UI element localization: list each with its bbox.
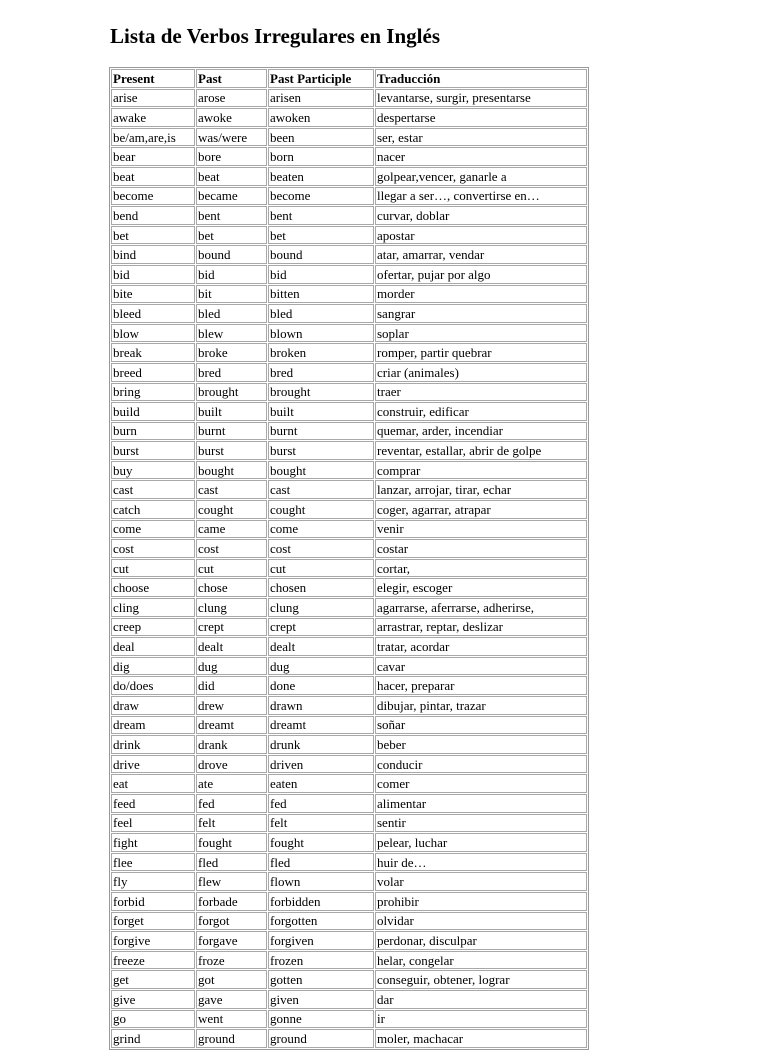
table-row bbox=[111, 755, 587, 774]
table-row bbox=[111, 735, 587, 754]
table-row bbox=[111, 167, 587, 186]
cell-traduccion: perdonar, disculpar bbox=[375, 931, 587, 950]
cell-past-participle: felt bbox=[268, 814, 374, 833]
cell-traduccion: construir, edificar bbox=[375, 402, 587, 421]
cell-past-participle: flown bbox=[268, 872, 374, 891]
cell-traduccion: golpear,vencer, ganarle a bbox=[375, 167, 587, 186]
table-row bbox=[111, 539, 587, 558]
cell-past-participle: fled bbox=[268, 853, 374, 872]
table-row bbox=[111, 598, 587, 617]
table-row bbox=[111, 716, 587, 735]
header-traduccion: Traducción bbox=[375, 69, 587, 88]
cell-traduccion: beber bbox=[375, 735, 587, 754]
cell-traduccion: cortar, bbox=[375, 559, 587, 578]
cell-past-participle: drawn bbox=[268, 696, 374, 715]
header-past: Past bbox=[196, 69, 267, 88]
cell-past: gave bbox=[196, 990, 267, 1009]
cell-traduccion: comer bbox=[375, 774, 587, 793]
cell-traduccion: venir bbox=[375, 520, 587, 539]
cell-past: bit bbox=[196, 285, 267, 304]
cell-past: drank bbox=[196, 735, 267, 754]
table-row bbox=[111, 676, 587, 695]
cell-past: forbade bbox=[196, 892, 267, 911]
cell-present: bend bbox=[111, 206, 195, 225]
cell-past: bred bbox=[196, 363, 267, 382]
cell-traduccion: prohibir bbox=[375, 892, 587, 911]
cell-traduccion: atar, amarrar, vendar bbox=[375, 245, 587, 264]
cell-past: broke bbox=[196, 343, 267, 362]
cell-present: do/does bbox=[111, 676, 195, 695]
cell-past-participle: dreamt bbox=[268, 716, 374, 735]
table-row bbox=[111, 383, 587, 402]
cell-traduccion: soplar bbox=[375, 324, 587, 343]
table-header-row bbox=[111, 69, 587, 88]
table-row bbox=[111, 285, 587, 304]
cell-traduccion: traer bbox=[375, 383, 587, 402]
cell-present: grind bbox=[111, 1029, 195, 1048]
cell-present: forgive bbox=[111, 931, 195, 950]
cell-past-participle: bled bbox=[268, 304, 374, 323]
cell-traduccion: agarrarse, aferrarse, adherirse, bbox=[375, 598, 587, 617]
cell-present: flee bbox=[111, 853, 195, 872]
cell-past: cast bbox=[196, 480, 267, 499]
cell-past: froze bbox=[196, 951, 267, 970]
cell-present: bid bbox=[111, 265, 195, 284]
header-present: Present bbox=[111, 69, 195, 88]
table-row bbox=[111, 402, 587, 421]
cell-past-participle: ground bbox=[268, 1029, 374, 1048]
table-row bbox=[111, 637, 587, 656]
cell-past-participle: fed bbox=[268, 794, 374, 813]
table-row bbox=[111, 578, 587, 597]
cell-traduccion: sangrar bbox=[375, 304, 587, 323]
cell-present: catch bbox=[111, 500, 195, 519]
cell-past-participle: forbidden bbox=[268, 892, 374, 911]
cell-present: build bbox=[111, 402, 195, 421]
cell-traduccion: morder bbox=[375, 285, 587, 304]
cell-present: feel bbox=[111, 814, 195, 833]
cell-present: cut bbox=[111, 559, 195, 578]
table-row bbox=[111, 912, 587, 931]
cell-present: feed bbox=[111, 794, 195, 813]
cell-past-participle: done bbox=[268, 676, 374, 695]
cell-past-participle: broken bbox=[268, 343, 374, 362]
cell-past-participle: fought bbox=[268, 833, 374, 852]
cell-past-participle: bound bbox=[268, 245, 374, 264]
cell-past: felt bbox=[196, 814, 267, 833]
table-row bbox=[111, 892, 587, 911]
table-row bbox=[111, 931, 587, 950]
table-row bbox=[111, 657, 587, 676]
cell-present: dig bbox=[111, 657, 195, 676]
cell-past: blew bbox=[196, 324, 267, 343]
cell-traduccion: levantarse, surgir, presentarse bbox=[375, 89, 587, 108]
cell-past-participle: bid bbox=[268, 265, 374, 284]
cell-present: creep bbox=[111, 618, 195, 637]
cell-present: blow bbox=[111, 324, 195, 343]
cell-past-participle: cought bbox=[268, 500, 374, 519]
cell-traduccion: arrastrar, reptar, deslizar bbox=[375, 618, 587, 637]
cell-past: bound bbox=[196, 245, 267, 264]
cell-past-participle: awoken bbox=[268, 108, 374, 127]
cell-present: be/am,are,is bbox=[111, 128, 195, 147]
table-row bbox=[111, 794, 587, 813]
cell-past: ground bbox=[196, 1029, 267, 1048]
cell-present: break bbox=[111, 343, 195, 362]
cell-past-participle: bet bbox=[268, 226, 374, 245]
cell-past: cost bbox=[196, 539, 267, 558]
cell-past-participle: dealt bbox=[268, 637, 374, 656]
cell-past-participle: become bbox=[268, 187, 374, 206]
cell-traduccion: llegar a ser…, convertirse en… bbox=[375, 187, 587, 206]
table-row bbox=[111, 833, 587, 852]
cell-past: arose bbox=[196, 89, 267, 108]
cell-present: fight bbox=[111, 833, 195, 852]
cell-past: built bbox=[196, 402, 267, 421]
cell-present: forbid bbox=[111, 892, 195, 911]
table-row bbox=[111, 480, 587, 499]
cell-past-participle: drunk bbox=[268, 735, 374, 754]
cell-present: beat bbox=[111, 167, 195, 186]
cell-past-participle: driven bbox=[268, 755, 374, 774]
table-row bbox=[111, 187, 587, 206]
cell-past-participle: crept bbox=[268, 618, 374, 637]
cell-past-participle: given bbox=[268, 990, 374, 1009]
cell-present: forget bbox=[111, 912, 195, 931]
cell-past: brought bbox=[196, 383, 267, 402]
table-row bbox=[111, 970, 587, 989]
cell-traduccion: criar (animales) bbox=[375, 363, 587, 382]
cell-present: drive bbox=[111, 755, 195, 774]
cell-past: went bbox=[196, 1010, 267, 1029]
cell-past: burst bbox=[196, 441, 267, 460]
cell-traduccion: lanzar, arrojar, tirar, echar bbox=[375, 480, 587, 499]
cell-traduccion: ser, estar bbox=[375, 128, 587, 147]
table-row bbox=[111, 1010, 587, 1029]
irregular-verbs-table bbox=[109, 67, 589, 1050]
cell-past-participle: clung bbox=[268, 598, 374, 617]
cell-present: bring bbox=[111, 383, 195, 402]
cell-traduccion: ofertar, pujar por algo bbox=[375, 265, 587, 284]
cell-traduccion: romper, partir quebrar bbox=[375, 343, 587, 362]
table-row bbox=[111, 422, 587, 441]
cell-present: come bbox=[111, 520, 195, 539]
cell-present: awake bbox=[111, 108, 195, 127]
cell-past-participle: built bbox=[268, 402, 374, 421]
cell-present: deal bbox=[111, 637, 195, 656]
cell-past-participle: burnt bbox=[268, 422, 374, 441]
cell-past-participle: arisen bbox=[268, 89, 374, 108]
cell-past-participle: beaten bbox=[268, 167, 374, 186]
cell-past-participle: chosen bbox=[268, 578, 374, 597]
cell-present: eat bbox=[111, 774, 195, 793]
cell-traduccion: dar bbox=[375, 990, 587, 1009]
table-row bbox=[111, 500, 587, 519]
cell-present: burn bbox=[111, 422, 195, 441]
cell-traduccion: conducir bbox=[375, 755, 587, 774]
cell-traduccion: sentir bbox=[375, 814, 587, 833]
cell-past: clung bbox=[196, 598, 267, 617]
cell-past: forgave bbox=[196, 931, 267, 950]
cell-past: drove bbox=[196, 755, 267, 774]
cell-traduccion: soñar bbox=[375, 716, 587, 735]
table-row bbox=[111, 872, 587, 891]
table-row bbox=[111, 128, 587, 147]
cell-past-participle: gonne bbox=[268, 1010, 374, 1029]
cell-traduccion: despertarse bbox=[375, 108, 587, 127]
table-row bbox=[111, 990, 587, 1009]
cell-past-participle: cost bbox=[268, 539, 374, 558]
cell-present: fly bbox=[111, 872, 195, 891]
cell-past: bore bbox=[196, 147, 267, 166]
cell-past: bought bbox=[196, 461, 267, 480]
cell-traduccion: volar bbox=[375, 872, 587, 891]
table-row bbox=[111, 304, 587, 323]
cell-past-participle: bought bbox=[268, 461, 374, 480]
cell-present: cling bbox=[111, 598, 195, 617]
cell-traduccion: pelear, luchar bbox=[375, 833, 587, 852]
cell-traduccion: ir bbox=[375, 1010, 587, 1029]
table-row bbox=[111, 696, 587, 715]
cell-past-participle: bitten bbox=[268, 285, 374, 304]
cell-past-participle: cast bbox=[268, 480, 374, 499]
cell-past: bet bbox=[196, 226, 267, 245]
cell-past: beat bbox=[196, 167, 267, 186]
cell-present: bleed bbox=[111, 304, 195, 323]
cell-traduccion: comprar bbox=[375, 461, 587, 480]
table-row bbox=[111, 206, 587, 225]
cell-present: drink bbox=[111, 735, 195, 754]
table-row bbox=[111, 1029, 587, 1048]
table-row bbox=[111, 520, 587, 539]
cell-past: got bbox=[196, 970, 267, 989]
cell-past-participle: forgiven bbox=[268, 931, 374, 950]
cell-present: bet bbox=[111, 226, 195, 245]
cell-past: bid bbox=[196, 265, 267, 284]
cell-past-participle: dug bbox=[268, 657, 374, 676]
cell-past-participle: brought bbox=[268, 383, 374, 402]
table-row bbox=[111, 559, 587, 578]
cell-traduccion: quemar, arder, incendiar bbox=[375, 422, 587, 441]
cell-present: freeze bbox=[111, 951, 195, 970]
cell-past: drew bbox=[196, 696, 267, 715]
cell-past-participle: burst bbox=[268, 441, 374, 460]
cell-past-participle: forgotten bbox=[268, 912, 374, 931]
header-past-participle: Past Participle bbox=[268, 69, 374, 88]
cell-past: dealt bbox=[196, 637, 267, 656]
cell-present: bind bbox=[111, 245, 195, 264]
cell-past-participle: eaten bbox=[268, 774, 374, 793]
cell-past: ate bbox=[196, 774, 267, 793]
cell-present: burst bbox=[111, 441, 195, 460]
cell-past: came bbox=[196, 520, 267, 539]
table-row bbox=[111, 245, 587, 264]
cell-present: go bbox=[111, 1010, 195, 1029]
table-row bbox=[111, 774, 587, 793]
cell-traduccion: apostar bbox=[375, 226, 587, 245]
table-row bbox=[111, 226, 587, 245]
cell-traduccion: costar bbox=[375, 539, 587, 558]
cell-past: cut bbox=[196, 559, 267, 578]
table-row bbox=[111, 951, 587, 970]
cell-traduccion: hacer, preparar bbox=[375, 676, 587, 695]
cell-present: dream bbox=[111, 716, 195, 735]
cell-traduccion: elegir, escoger bbox=[375, 578, 587, 597]
page-title: Lista de Verbos Irregulares en Inglés bbox=[110, 24, 440, 48]
cell-present: bite bbox=[111, 285, 195, 304]
cell-traduccion: helar, congelar bbox=[375, 951, 587, 970]
cell-traduccion: curvar, doblar bbox=[375, 206, 587, 225]
cell-traduccion: moler, machacar bbox=[375, 1029, 587, 1048]
table-row bbox=[111, 814, 587, 833]
table-body bbox=[111, 89, 587, 1048]
cell-past: fed bbox=[196, 794, 267, 813]
cell-traduccion: cavar bbox=[375, 657, 587, 676]
cell-past: chose bbox=[196, 578, 267, 597]
cell-past: became bbox=[196, 187, 267, 206]
cell-present: cast bbox=[111, 480, 195, 499]
cell-traduccion: reventar, estallar, abrir de golpe bbox=[375, 441, 587, 460]
cell-traduccion: tratar, acordar bbox=[375, 637, 587, 656]
cell-past: awoke bbox=[196, 108, 267, 127]
cell-present: arise bbox=[111, 89, 195, 108]
table-row bbox=[111, 853, 587, 872]
table-row bbox=[111, 324, 587, 343]
cell-traduccion: nacer bbox=[375, 147, 587, 166]
cell-traduccion: alimentar bbox=[375, 794, 587, 813]
cell-past: cought bbox=[196, 500, 267, 519]
cell-past: burnt bbox=[196, 422, 267, 441]
cell-present: get bbox=[111, 970, 195, 989]
table-row bbox=[111, 89, 587, 108]
table-row bbox=[111, 618, 587, 637]
cell-past: fought bbox=[196, 833, 267, 852]
table-row bbox=[111, 343, 587, 362]
cell-traduccion: olvidar bbox=[375, 912, 587, 931]
cell-past: forgot bbox=[196, 912, 267, 931]
cell-past: dreamt bbox=[196, 716, 267, 735]
cell-past-participle: come bbox=[268, 520, 374, 539]
cell-past: bent bbox=[196, 206, 267, 225]
cell-present: buy bbox=[111, 461, 195, 480]
cell-traduccion: conseguir, obtener, lograr bbox=[375, 970, 587, 989]
cell-past-participle: blown bbox=[268, 324, 374, 343]
cell-traduccion: coger, agarrar, atrapar bbox=[375, 500, 587, 519]
cell-present: become bbox=[111, 187, 195, 206]
cell-past: did bbox=[196, 676, 267, 695]
cell-past: fled bbox=[196, 853, 267, 872]
cell-present: give bbox=[111, 990, 195, 1009]
cell-past-participle: gotten bbox=[268, 970, 374, 989]
cell-past: flew bbox=[196, 872, 267, 891]
cell-past: was/were bbox=[196, 128, 267, 147]
cell-past: crept bbox=[196, 618, 267, 637]
cell-past-participle: born bbox=[268, 147, 374, 166]
table-row bbox=[111, 265, 587, 284]
table-row bbox=[111, 108, 587, 127]
cell-traduccion: dibujar, pintar, trazar bbox=[375, 696, 587, 715]
cell-past-participle: frozen bbox=[268, 951, 374, 970]
cell-present: choose bbox=[111, 578, 195, 597]
table-row bbox=[111, 363, 587, 382]
cell-present: cost bbox=[111, 539, 195, 558]
cell-past-participle: bred bbox=[268, 363, 374, 382]
table-row bbox=[111, 461, 587, 480]
cell-traduccion: huir de… bbox=[375, 853, 587, 872]
table-row bbox=[111, 441, 587, 460]
cell-present: bear bbox=[111, 147, 195, 166]
cell-past-participle: cut bbox=[268, 559, 374, 578]
cell-past: dug bbox=[196, 657, 267, 676]
cell-past: bled bbox=[196, 304, 267, 323]
cell-past-participle: been bbox=[268, 128, 374, 147]
cell-present: draw bbox=[111, 696, 195, 715]
table-row bbox=[111, 147, 587, 166]
cell-past-participle: bent bbox=[268, 206, 374, 225]
cell-present: breed bbox=[111, 363, 195, 382]
